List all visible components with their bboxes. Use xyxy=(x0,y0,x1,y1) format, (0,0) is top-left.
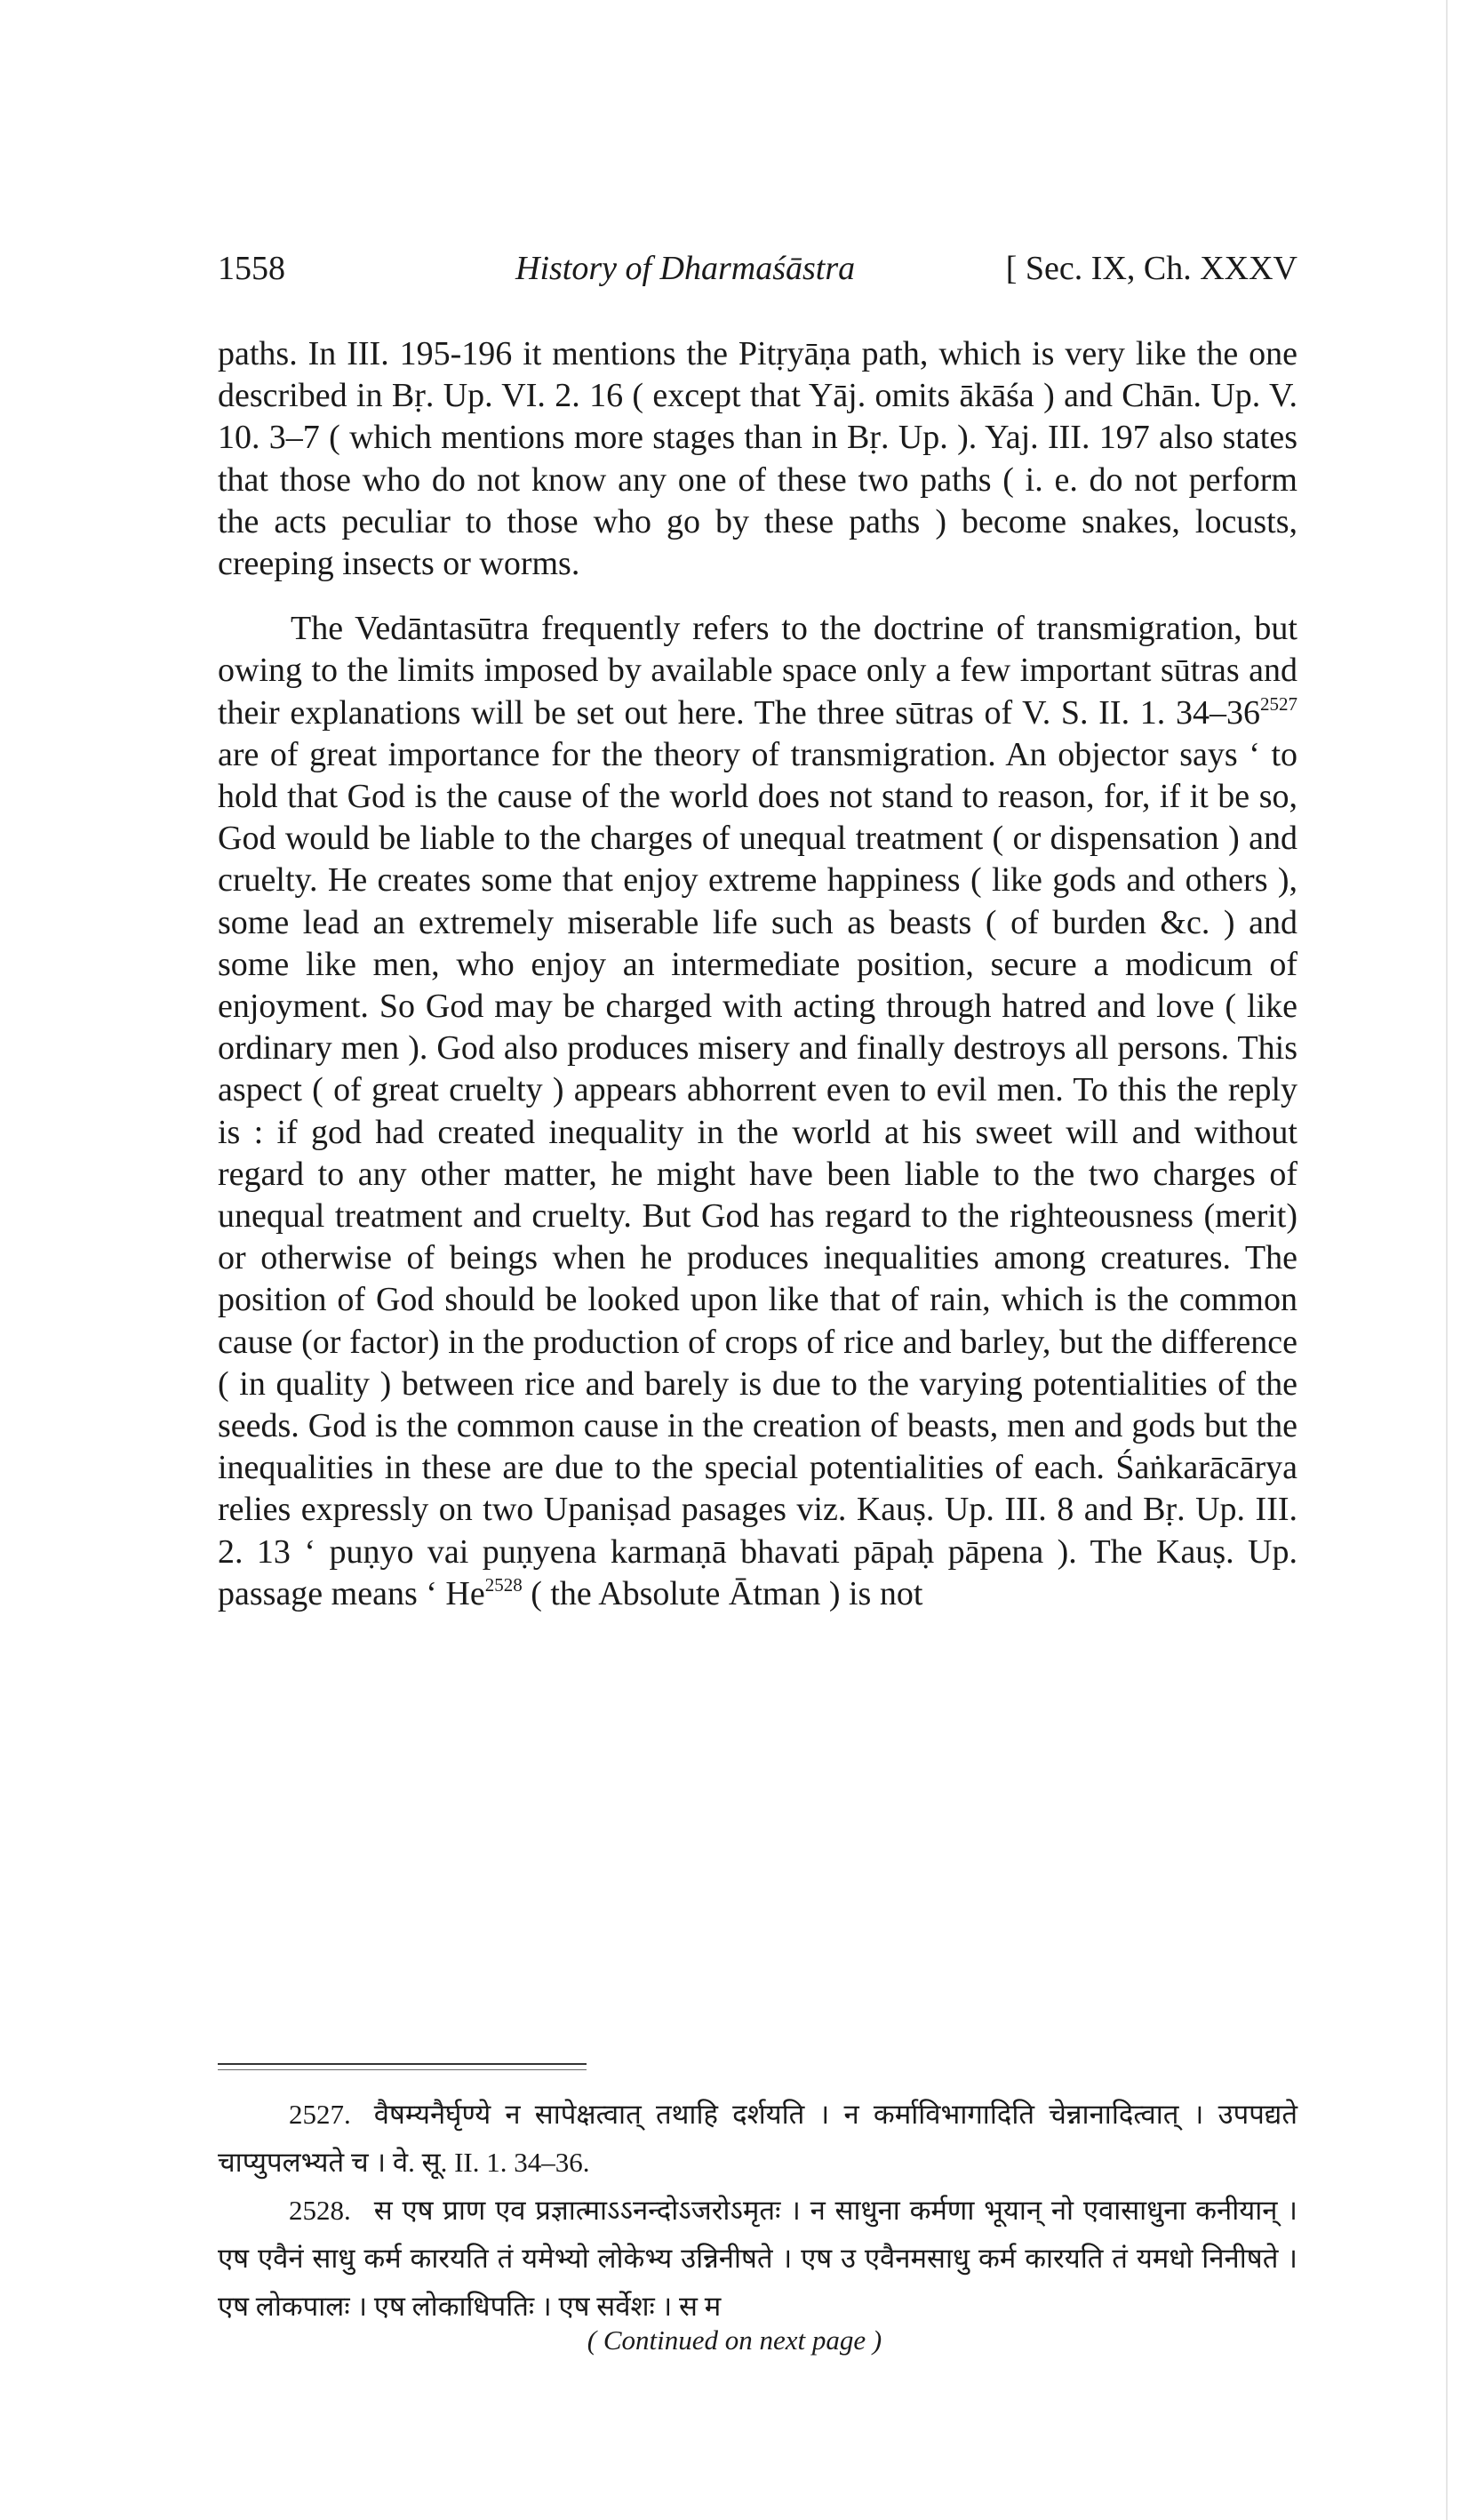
paragraph-2-part-b: are of great importance for the theory of transmigration. An objector says ‘ to hold that God is the cause of the world does not stand to reason, for, if it be so, God would be liable to the charges of unequal treatment ( or dispensation ) and cruelty. He creates some that enjoy extreme happiness ( like gods and others ), some lead an extremely miserable life such as beasts ( of burden &c. ) and some like men, who enjoy an intermediate position, secure a modicum of enjoyment. So God may be charged with acting through hatred and love ( like ordinary men ). God also produces misery and finally destroys all persons. This aspect ( of great cruelty ) appears abhorrent even to evil men. To this the reply is : if god had created inequality in the world at his sweet will and without regard to any other matter, he might have been liable to the two charges of unequal treatment and cruelty. But God has regard to the righteousness (merit) or otherwise of beings when he produces inequalities among creatures. The position of God should be looked upon like that of rain, which is the common cause (or factor) in the production of crops of rice and barley, but the difference ( in quality ) between rice and barely is due to the varying potentialities of the seeds. God is the common cause in the creation of beasts, men and gods but the inequalities in these are due to the special potentialities of each. Śaṅkarācārya relies expressly on two Upaniṣad pasages viz. Kauṣ. Up. III. 8 and Bṛ. Up. III. 2. 13 ‘ puṇyo vai puṇyena karmaṇā bhavati pāpaḥ pāpena ). The Kauṣ. Up. passage means ‘ He xyxy=(218,735,1297,1612)
footnote-number: 2528. xyxy=(289,2195,351,2226)
footnote-text: स एष प्राण एव प्रज्ञात्माऽऽनन्दोऽजरोऽमृतः । न साधुना कर्मणा भूयान् नो एवासाधुना कनीयान् । एष एवैनं साधु कर्म कारयति तं यमेभ्यो लोकेभ्य उन्निनीषते । एष उ एवैनमसाधु कर्म कारयति तं यमधो निनीषते । एष लोकपालः । एष लोकाधिपतिः । एष सर्वेशः । स म xyxy=(218,2195,1297,2322)
footnote-2528 xyxy=(218,2187,1297,2331)
footnote-separator-rule-thin xyxy=(218,2069,587,2070)
page-number: 1558 xyxy=(218,250,285,287)
paragraph-2-part-c: ( the Absolute Ātman ) is not xyxy=(522,1574,923,1612)
running-header xyxy=(218,249,1297,302)
continued-note: ( Continued on next page ) xyxy=(587,2324,882,2356)
footnotes xyxy=(218,2091,1297,2331)
running-title: History of Dharmaśāstra xyxy=(515,250,856,287)
footnote-text: वैषम्यनैर्घृण्ये न सापेक्षत्वात् तथाहि दर्शयति । न कर्माविभागादिति चेन्नानादित्वात् । उपपद्यते चाप्युपलभ्यते च । वे. सू. II. 1. 34–36. xyxy=(218,2099,1298,2178)
paragraph-1: paths. In III. 195-196 it mentions the Pitṛyāṇa path, which is very like the one described in Bṛ. Up. VI. 2. 16 ( except that Yāj. omits ākāśa ) and Chān. Up. V. 10. 3–7 ( which mentions more stages than in Bṛ. Up. ). Yaj. III. 197 also states that those who do not know any one of these two paths ( i. e. do not perform the acts peculiar to those who go by these paths ) become snakes, locusts, creeping insects or worms. xyxy=(218,335,1297,583)
footnote-2527 xyxy=(218,2091,1297,2187)
paragraph-2 xyxy=(218,608,1297,1615)
scan-edge-line xyxy=(1446,0,1448,2520)
footnote-number: 2527. xyxy=(289,2099,351,2130)
paragraph-2-part-a: The Vedāntasūtra frequently refers to the doctrine of transmigration, but owing to the limits imposed by available space only a few important sūtras and their explanations will be set out here. The three sūtras of V. S. II. 1. 34–36 xyxy=(218,610,1297,732)
footnote-ref-2527: 2527 xyxy=(1260,692,1297,715)
section-chapter-label: [ Sec. IX, Ch. XXXV xyxy=(1005,250,1297,287)
footnote-ref-2528: 2528 xyxy=(484,1573,523,1596)
footnote-separator-rule xyxy=(218,2063,587,2065)
body-text xyxy=(218,333,1297,1615)
